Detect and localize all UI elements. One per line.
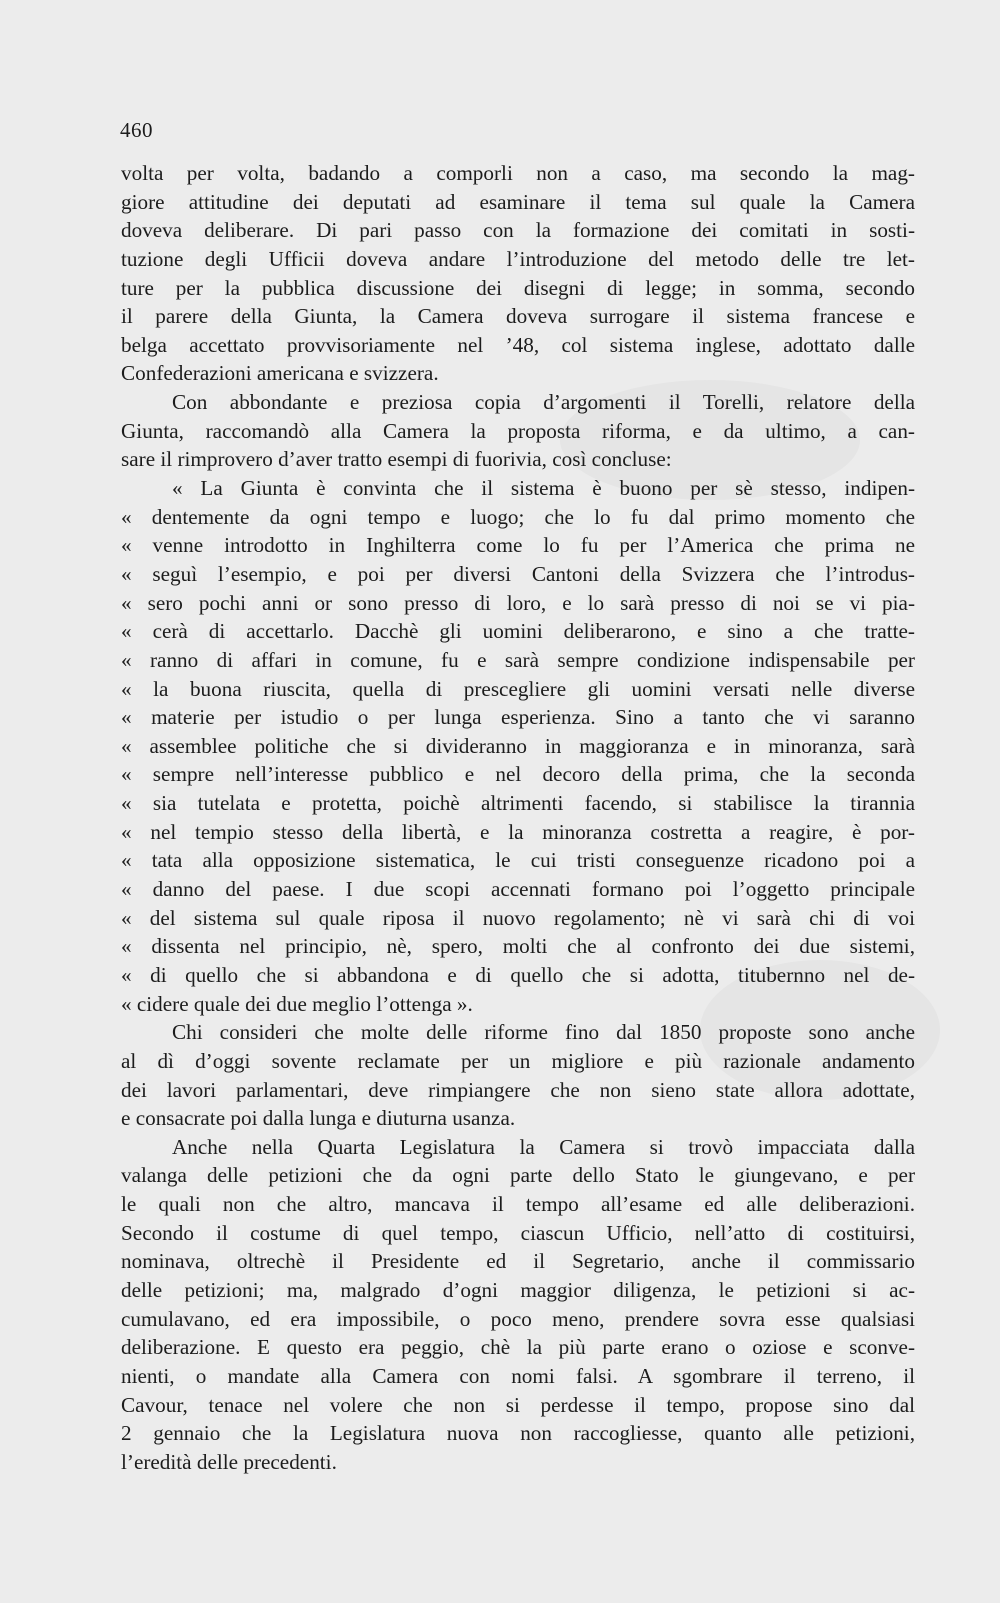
text-line: « cidere quale dei due meglio l’ottenga ». xyxy=(121,991,473,1016)
text-line: « seguì l’esempio, e poi per diversi Cantoni della Svizzera che l’introdus- xyxy=(121,561,915,586)
text-line: « del sistema sul quale riposa il nuovo regolamento; nè vi sarà chi di voi xyxy=(121,905,915,930)
text-line: « nel tempio stesso della libertà, e la minoranza costretta a reagire, è por- xyxy=(121,819,915,844)
text-line: « sia tutelata e protetta, poichè altrimenti facendo, si stabilisce la tirannia xyxy=(121,791,915,816)
text-line: 2 gennaio che la Legislatura nuova non raccogliesse, quanto alle petizioni, xyxy=(121,1421,915,1446)
text-line: Giunta, raccomandò alla Camera la proposta riforma, e da ultimo, a can- xyxy=(121,418,915,443)
text-line: le quali non che altro, mancava il tempo all’esame ed alle deliberazioni. xyxy=(121,1192,915,1217)
text-line: volta per volta, badando a comporli non a caso, ma secondo la mag- xyxy=(121,161,915,185)
text-line: nienti, o mandate alla Camera con nomi falsi. A sgombrare il terreno, il xyxy=(121,1363,915,1388)
text-line: « venne introdotto in Inghilterra come lo fu per l’America che prima ne xyxy=(121,533,915,558)
text-line: Con abbondante e preziosa copia d’argomenti il Torelli, relatore della xyxy=(172,390,915,415)
text-line: « dentemente da ogni tempo e luogo; che lo fu dal primo momento che xyxy=(121,504,915,529)
text-line: « assemblee politiche che si divideranno in maggioranza e in minoranza, sarà xyxy=(121,733,915,758)
text-line: « cerà di accettarlo. Dacchè gli uomini deliberarono, e sino a che tratte- xyxy=(121,619,915,644)
text-line: « sero pochi anni or sono presso di loro, e lo sarà presso di noi se vi pia- xyxy=(121,590,915,615)
text-line: delle petizioni; ma, malgrado d’ogni maggior diligenza, le petizioni si ac- xyxy=(121,1277,915,1302)
text-line: « di quello che si abbandona e di quello che si adotta, titubernno nel de- xyxy=(121,962,915,987)
text-line: « la buona riuscita, quella di prescegliere gli uomini versati nelle diverse xyxy=(121,676,915,701)
text-line: e consacrate poi dalla lunga e diuturna usanza. xyxy=(121,1106,516,1131)
text-line: cumulavano, ed era impossibile, o poco meno, prendere sovra esse qualsiasi xyxy=(121,1306,915,1331)
text-line: sare il rimprovero d’aver tratto esempi di fuorivia, così concluse: xyxy=(121,447,672,472)
text-line: « sempre nell’interesse pubblico e nel decoro della prima, che la seconda xyxy=(121,762,915,787)
text-line: ture per la pubblica discussione dei disegni di legge; in somma, secondo xyxy=(121,275,915,300)
text-line: il parere della Giunta, la Camera doveva surrogare il sistema francese e xyxy=(121,304,915,329)
text-line: Anche nella Quarta Legislatura la Camera si trovò impacciata dalla xyxy=(172,1134,915,1159)
text-line: dei lavori parlamentari, deve rimpiangere che non sieno state allora adottate, xyxy=(121,1077,915,1102)
text-line: « dissenta nel principio, nè, spero, molti che al confronto dei due sistemi, xyxy=(121,934,915,959)
text-line: deliberazione. E questo era peggio, chè la più parte erano o oziose e sconve- xyxy=(121,1335,915,1360)
text-line: « danno del paese. I due scopi accennati formano poi l’oggetto principale xyxy=(121,877,915,902)
text-line: l’eredità delle precedenti. xyxy=(121,1449,337,1474)
text-line: Chi consideri che molte delle riforme fino dal 1850 proposte sono anche xyxy=(172,1020,915,1045)
text-line: « materie per istudio o per lunga esperienza. Sino a tanto che vi saranno xyxy=(121,705,915,730)
text-line: « La Giunta è convinta che il sistema è buono per sè stesso, indipen- xyxy=(172,476,915,501)
text-line: « ranno di affari in comune, fu e sarà sempre condizione indispensabile per xyxy=(121,647,915,672)
text-line: giore attitudine dei deputati ad esaminare il tema sul quale la Camera xyxy=(121,189,915,214)
text-line: Confederazioni americana e svizzera. xyxy=(121,361,439,386)
text-line: valanga delle petizioni che da ogni parte dello Stato le giungevano, e per xyxy=(121,1163,915,1188)
text-line: al dì d’oggi sovente reclamate per un migliore e più razionale andamento xyxy=(121,1048,915,1073)
text-line: Cavour, tenace nel volere che non si perdesse il tempo, propose sino dal xyxy=(121,1392,915,1417)
text-line: tuzione degli Ufficii doveva andare l’introduzione del metodo delle tre let- xyxy=(121,246,915,271)
text-line: « tata alla opposizione sistematica, le cui tristi conseguenze ricadono poi a xyxy=(121,848,915,873)
text-line: Secondo il costume di quel tempo, ciascun Ufficio, nell’atto di costituirsi, xyxy=(121,1220,915,1245)
page-number: 460 xyxy=(120,118,153,142)
text-line: belga accettato provvisoriamente nel ’48, col sistema inglese, adottato dalle xyxy=(121,332,915,357)
body-text xyxy=(121,159,915,1476)
text-line: doveva deliberare. Di pari passo con la formazione dei comitati in sosti- xyxy=(121,218,915,243)
text-line: nominava, oltrechè il Presidente ed il Segretario, anche il commissario xyxy=(121,1249,915,1274)
